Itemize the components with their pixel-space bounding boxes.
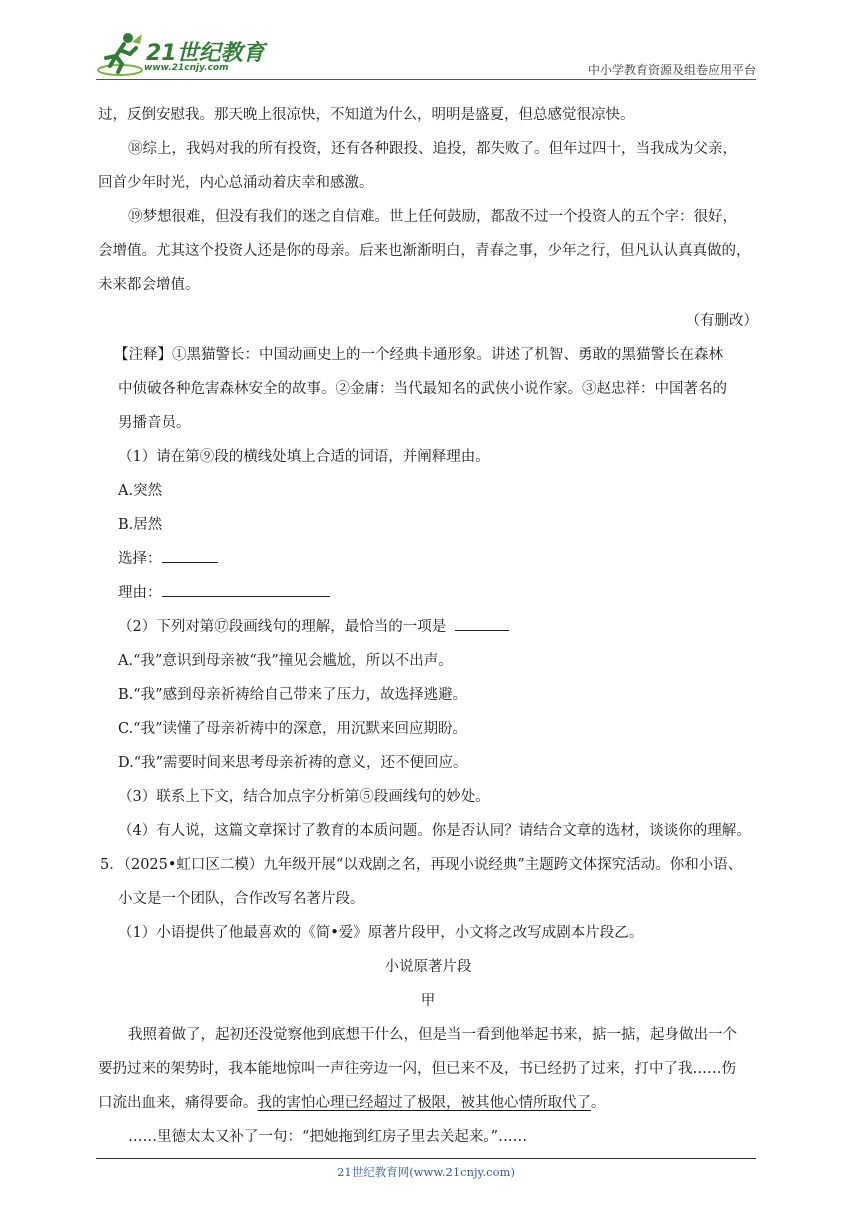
logo-url: www.21cnjy.com	[144, 63, 229, 73]
annotation-line: 男播音员。	[118, 415, 191, 431]
passage-line: 过，反倒安慰我。那天晚上很凉快，不知道为什么，明明是盛夏，但总感觉很凉快。	[98, 107, 635, 123]
underlined-sentence: 我的害怕心理已经超过了极限，被其他心情所取代了	[257, 1095, 591, 1111]
question-4-stem: （4）有人说，这篇文章探讨了教育的本质问题。你是否认同？请结合文章的选材，谈谈你的理解。	[118, 823, 751, 839]
runner-logo-icon	[96, 30, 148, 80]
paragraph-19-line: 会增值。尤其这个投资人还是你的母亲。后来也渐渐明白，青春之事，少年之行，但凡认认真真做的，	[98, 243, 751, 259]
excerpt-text: 口流出血来，痛得要命。	[98, 1095, 258, 1111]
answer-blank[interactable]	[455, 614, 509, 631]
excerpt-line: 我照着做了，起初还没觉察他到底想干什么，但是当一看到他举起书来，掂一掂，起身做出一个	[128, 1027, 737, 1043]
reason-blank[interactable]	[162, 580, 330, 597]
section-label: 甲	[420, 993, 436, 1009]
page-header	[96, 30, 756, 82]
platform-name: 中小学教育资源及组卷应用平台	[587, 63, 756, 77]
annotation-line: 【注释】①黑猫警长：中国动画史上的一个经典卡通形象。讲述了机智、勇敢的黑猫警长在森林	[114, 347, 723, 363]
question-2-option-a: A.“我”意识到母亲被“我”撞见会尴尬，所以不出声。	[118, 653, 453, 669]
question-1-stem: （1）请在第⑨段的横线处填上合适的词语，并阐释理由。	[118, 449, 490, 465]
question-1-option-b: B.居然	[118, 517, 163, 533]
header-divider	[96, 79, 756, 80]
excerpt-line: ……里德太太又补了一句：“把她拖到红房子里去关起来。”……	[128, 1129, 528, 1145]
question-1-reason-row	[118, 576, 778, 610]
site-logo[interactable]	[96, 30, 266, 80]
question-3-stem: （3）联系上下文，结合加点字分析第⑤段画线句的妙处。	[118, 789, 490, 805]
footer-link[interactable]: 21世纪教育网(www.21cnjy.com)	[337, 1165, 515, 1179]
paragraph-19-line: ⑲梦想很难，但没有我们的迷之自信难。世上任何鼓励，都敌不过一个投资人的五个字：很好，	[128, 209, 737, 225]
select-label: 选择：	[118, 551, 162, 567]
question-1-select-row	[118, 542, 778, 576]
excerpt-line	[98, 1086, 758, 1120]
excerpt-text-end: 。	[591, 1095, 606, 1111]
question-1-option-a: A.突然	[118, 483, 163, 499]
select-blank[interactable]	[162, 546, 218, 563]
source-note: （有删改）	[685, 313, 758, 329]
question-5-sub-1: （1）小语提供了他最喜欢的《简•爱》原著片段甲，小文将之改写成剧本片段乙。	[118, 925, 644, 941]
question-5-stem-line: 5．（2025•虹口区二模）九年级开展“以戏剧之名，再现小说经典”主题跨文体探究活动。你和小语、	[100, 857, 743, 873]
section-title: 小说原著片段	[384, 959, 472, 975]
question-2-stem: （2）下列对第⑰段画线句的理解，最恰当的一项是	[118, 619, 447, 635]
excerpt-line: 要扔过来的架势时，我本能地惊叫一声往旁边一闪，但已来不及，书已经扔了过来，打中了我……伤	[98, 1061, 736, 1077]
paragraph-19-line: 未来都会增值。	[98, 277, 200, 293]
paragraph-18-line: ⑱综上，我妈对我的所有投资，还有各种跟投、追投，都失败了。但年过四十，当我成为父亲，	[128, 141, 737, 157]
logo-text: 21世纪教育	[146, 41, 265, 66]
question-5-stem-line: 小文是一个团队，合作改写名著片段。	[118, 891, 365, 907]
reason-label: 理由：	[118, 585, 162, 601]
question-2-option-d: D.“我”需要时间来思考母亲祈祷的意义，还不便回应。	[118, 755, 468, 771]
annotation-line: 中侦破各种危害森林安全的故事。②金庸：当代最知名的武侠小说作家。③赵忠祥：中国著名的	[118, 381, 727, 397]
question-2-option-c: C.“我”读懂了母亲祈祷中的深意，用沉默来回应期盼。	[118, 721, 468, 737]
question-2-stem-row	[118, 610, 778, 644]
question-2-option-b: B.“我”感到母亲祈祷给自己带来了压力，故选择逃避。	[118, 687, 468, 703]
paragraph-18-line: 回首少年时光，内心总涌动着庆幸和感激。	[98, 175, 374, 191]
footer-divider	[96, 1158, 756, 1159]
